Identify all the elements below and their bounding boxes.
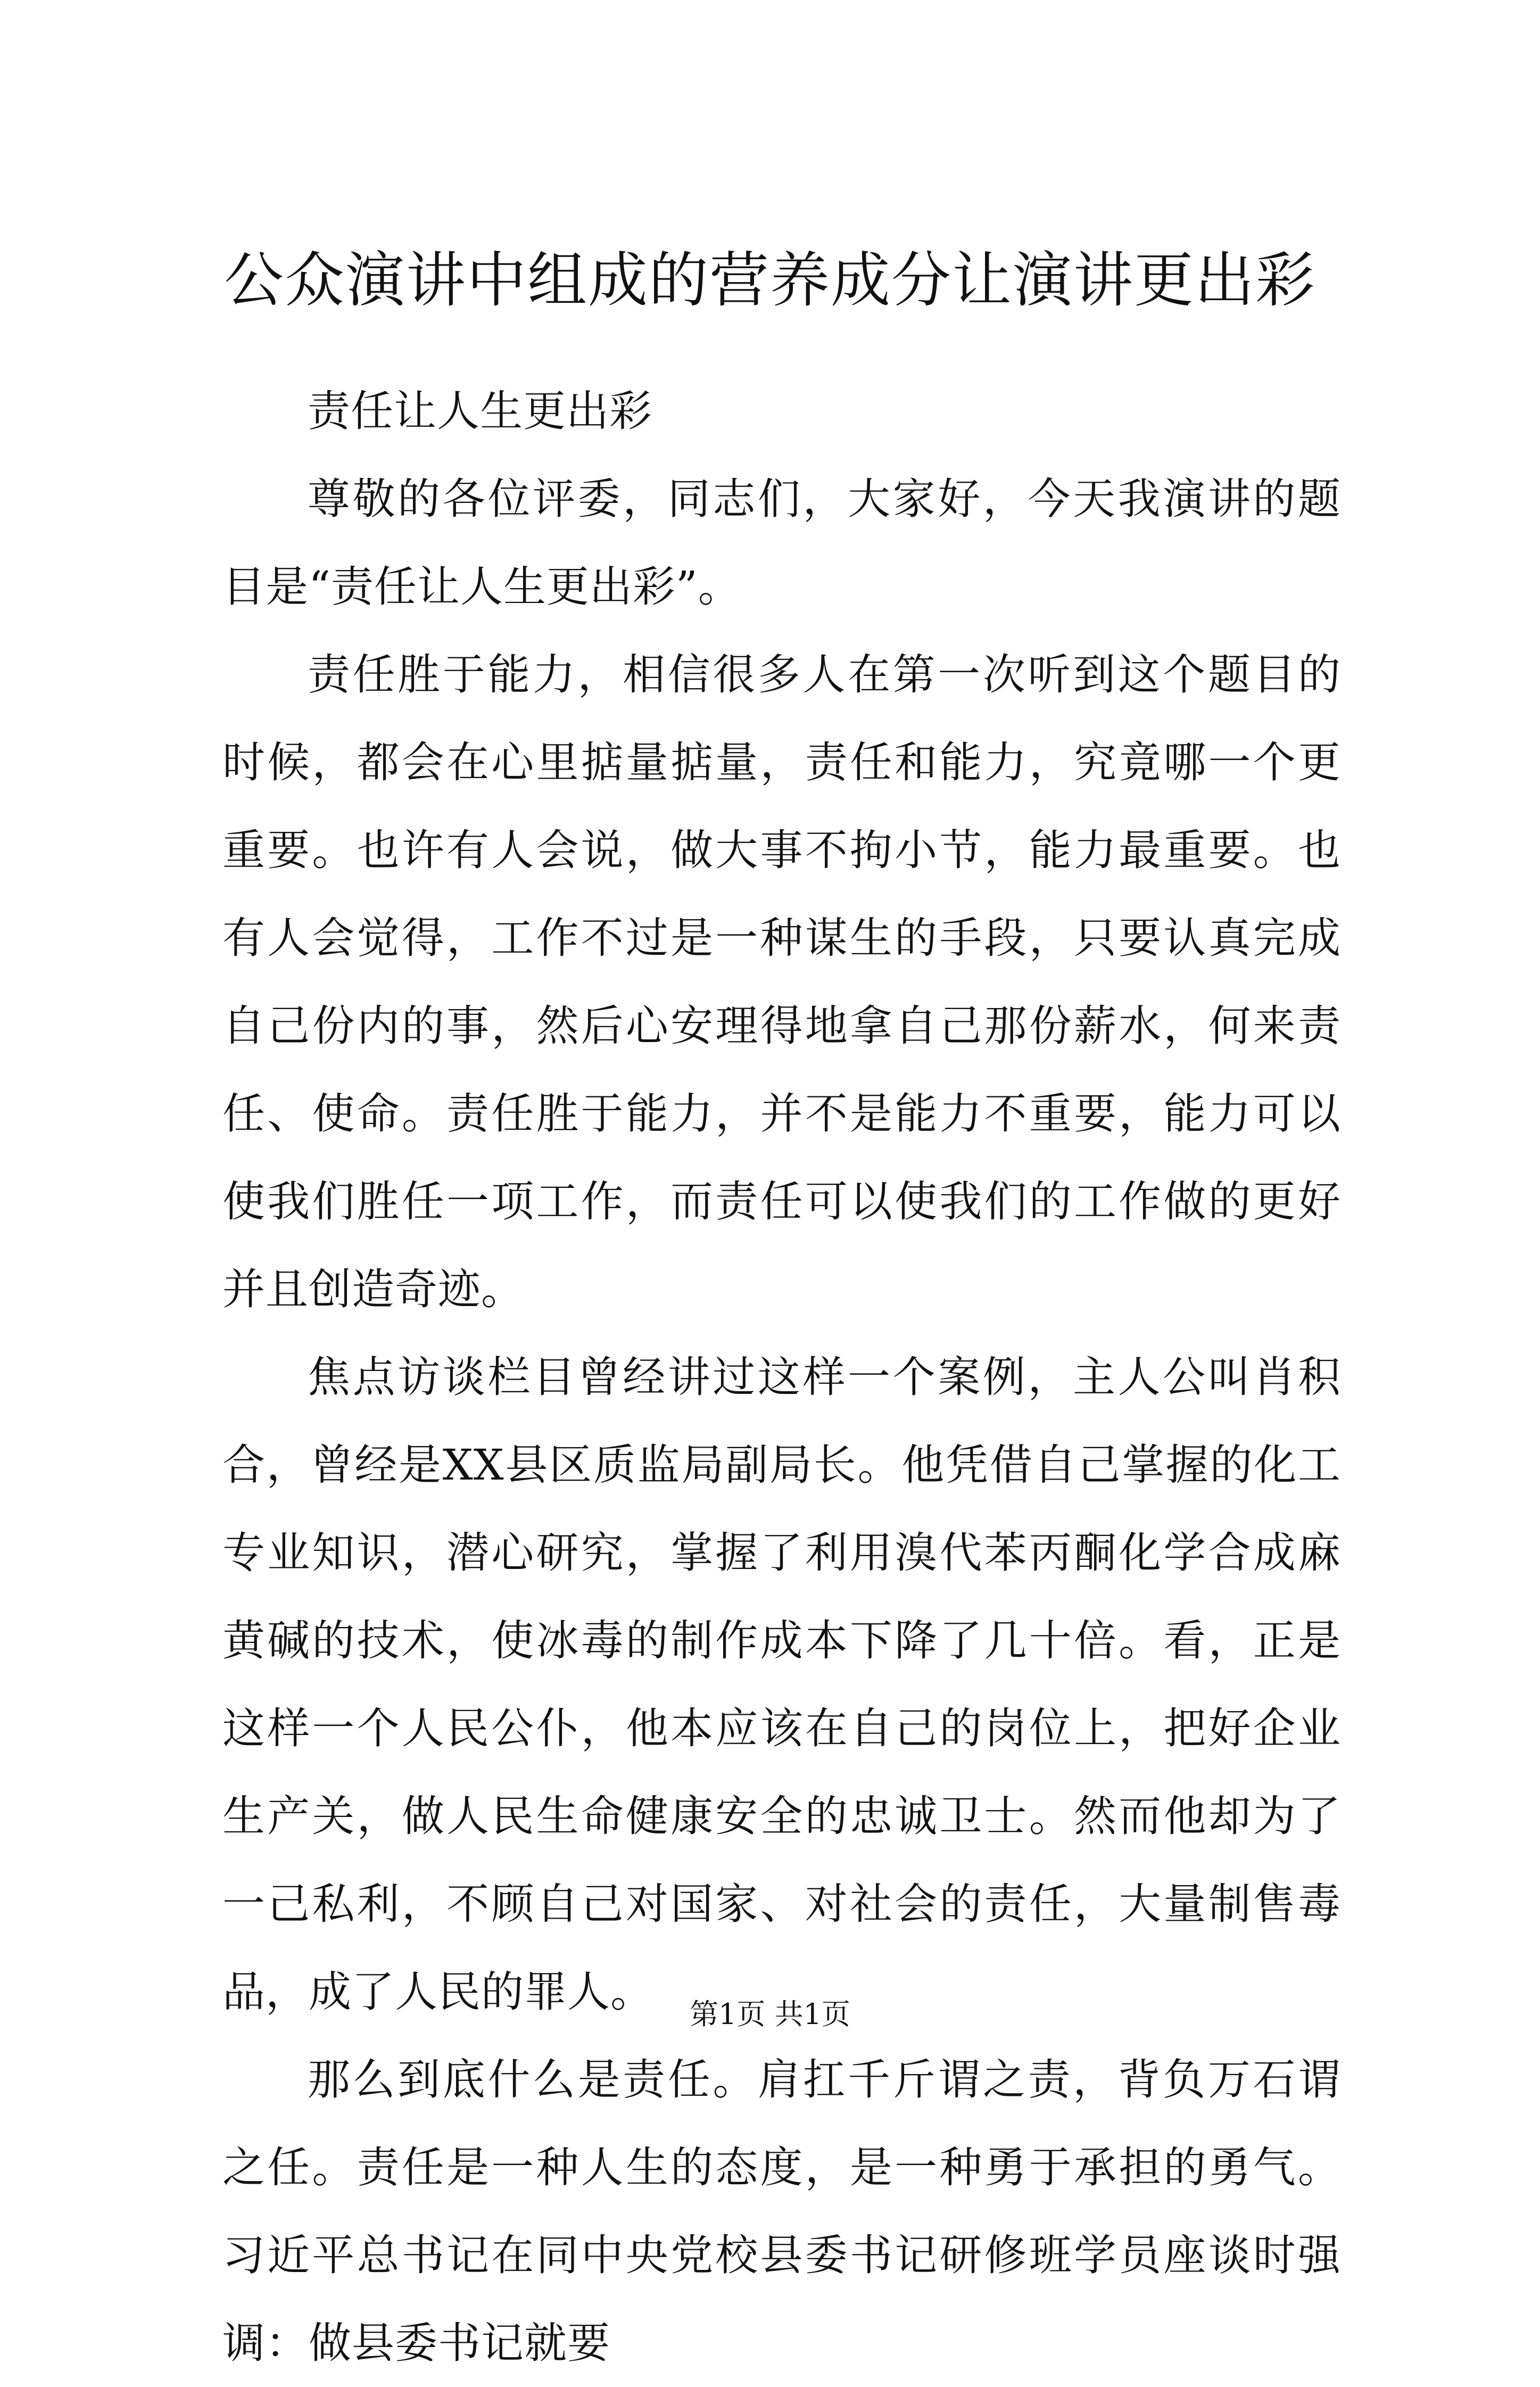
paragraph-subtitle: 责任让人生更出彩 bbox=[308, 386, 652, 436]
paragraph-greeting: 尊敬的各位评委，同志们，大家好，今天我演讲的题目是“责任让人生更出彩”。 bbox=[222, 474, 1341, 612]
page-number-footer: 第1页 共1页 bbox=[690, 1997, 850, 2031]
document-title: 公众演讲中组成的营养成分让演讲更出彩 bbox=[224, 246, 1316, 315]
paragraph-responsibility-vs-ability: 责任胜于能力，相信很多人在第一次听到这个题目的时候，都会在心里掂量掂量，责任和能力，究竟哪一个更重要。也许有人会说，做大事不拘小节，能力最重要。也有人会觉得，工作不过是一种谋生的手段，只要认真完成自己份内的事，然后心安理得地拿自己那份薪水，何来责任、使命。责任胜于能力，并不是能力不重要，能力可以使我们胜任一项工作，而责任可以使我们的工作做的更好并且创造奇迹。 bbox=[222, 650, 1341, 1314]
document-body bbox=[222, 367, 1341, 2387]
paragraph-case-study: 焦点访谈栏目曾经讲过这样一个案例，主人公叫肖积合，曾经是XX县区质监局副局长。他凭借自己掌握的化工专业知识，潜心研究，掌握了利用溴代苯丙酮化学合成麻黄碱的技术，使冰毒的制作成本下降了几十倍。看，正是这样一个人民公仆，他本应该在自己的岗位上，把好企业生产关，做人民生命健康安全的忠诚卫士。然而他却为了一己私利，不顾自己对国家、对社会的责任，大量制售毒品，成了人民的罪人。 bbox=[222, 1352, 1341, 2017]
paragraph-definition: 那么到底什么是责任。肩扛千斤谓之责，背负万石谓之任。责任是一种人生的态度，是一种勇于承担的勇气。习近平总书记在同中央党校县委书记研修班学员座谈时强调：做县委书记就要 bbox=[222, 2055, 1341, 2368]
